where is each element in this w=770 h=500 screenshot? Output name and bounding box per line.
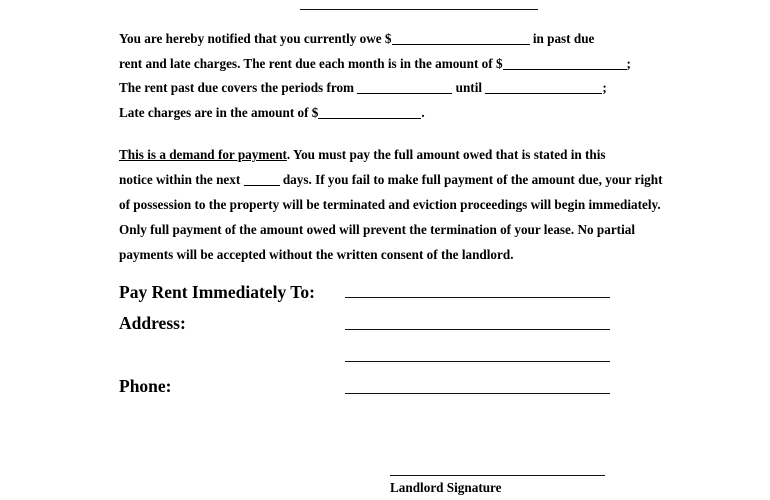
phone-label: Phone: <box>119 376 172 396</box>
monthly-rent-blank[interactable] <box>503 57 627 70</box>
demand-line-1 <box>119 147 606 163</box>
address-line-2[interactable] <box>345 361 610 362</box>
fail-text: days. If you fail to make full payment of the amount due, your right <box>279 172 663 187</box>
period-text: The rent past due covers the periods from <box>119 80 358 95</box>
until-text: until <box>452 80 486 95</box>
owed-text: You are hereby notified that you currently owe $ <box>119 31 392 46</box>
demand-line-3 <box>119 197 661 213</box>
phone-line[interactable] <box>345 393 610 394</box>
late-charges-text: Late charges are in the amount of $ <box>119 105 319 120</box>
signature-line[interactable] <box>390 475 605 476</box>
full-payment-text: Only full payment of the amount owed will prevent the termination of your lease. No partial <box>119 222 635 237</box>
demand-line-5 <box>119 247 514 263</box>
semicolon: ; <box>602 80 607 95</box>
notice-line-3 <box>119 80 607 96</box>
possession-text: of possession to the property will be terminated and eviction proceedings will begin immediately. <box>119 197 661 212</box>
signature-label: Landlord Signature <box>390 480 502 495</box>
partial-payments-text: payments will be accepted without the written consent of the landlord. <box>119 247 514 262</box>
days-blank[interactable] <box>244 173 280 186</box>
demand-heading: This is a demand for payment <box>119 147 287 162</box>
semicolon: ; <box>626 56 631 71</box>
address-label: Address: <box>119 313 186 333</box>
period-from-blank[interactable] <box>357 81 452 94</box>
late-charges-blank[interactable] <box>318 106 421 119</box>
address-line-1[interactable] <box>345 329 610 330</box>
amount-owed-blank[interactable] <box>392 32 530 45</box>
demand-text: . You must pay the full amount owed that is stated in this <box>286 147 606 162</box>
period: . <box>421 105 425 120</box>
notice-line-2 <box>119 56 631 72</box>
pay-to-line[interactable] <box>345 297 610 298</box>
period-until-blank[interactable] <box>485 81 602 94</box>
notice-line-1 <box>119 31 594 47</box>
pay-to-label: Pay Rent Immediately To: <box>119 282 315 302</box>
past-due-text: in past due <box>529 31 595 46</box>
demand-line-4 <box>119 222 635 238</box>
monthly-rent-text: rent and late charges. The rent due each month is in the amount of $ <box>119 56 503 71</box>
top-blank-line[interactable] <box>300 9 538 10</box>
notice-line-4 <box>119 105 425 121</box>
demand-line-2 <box>119 172 663 188</box>
days-text: notice within the next <box>119 172 244 187</box>
